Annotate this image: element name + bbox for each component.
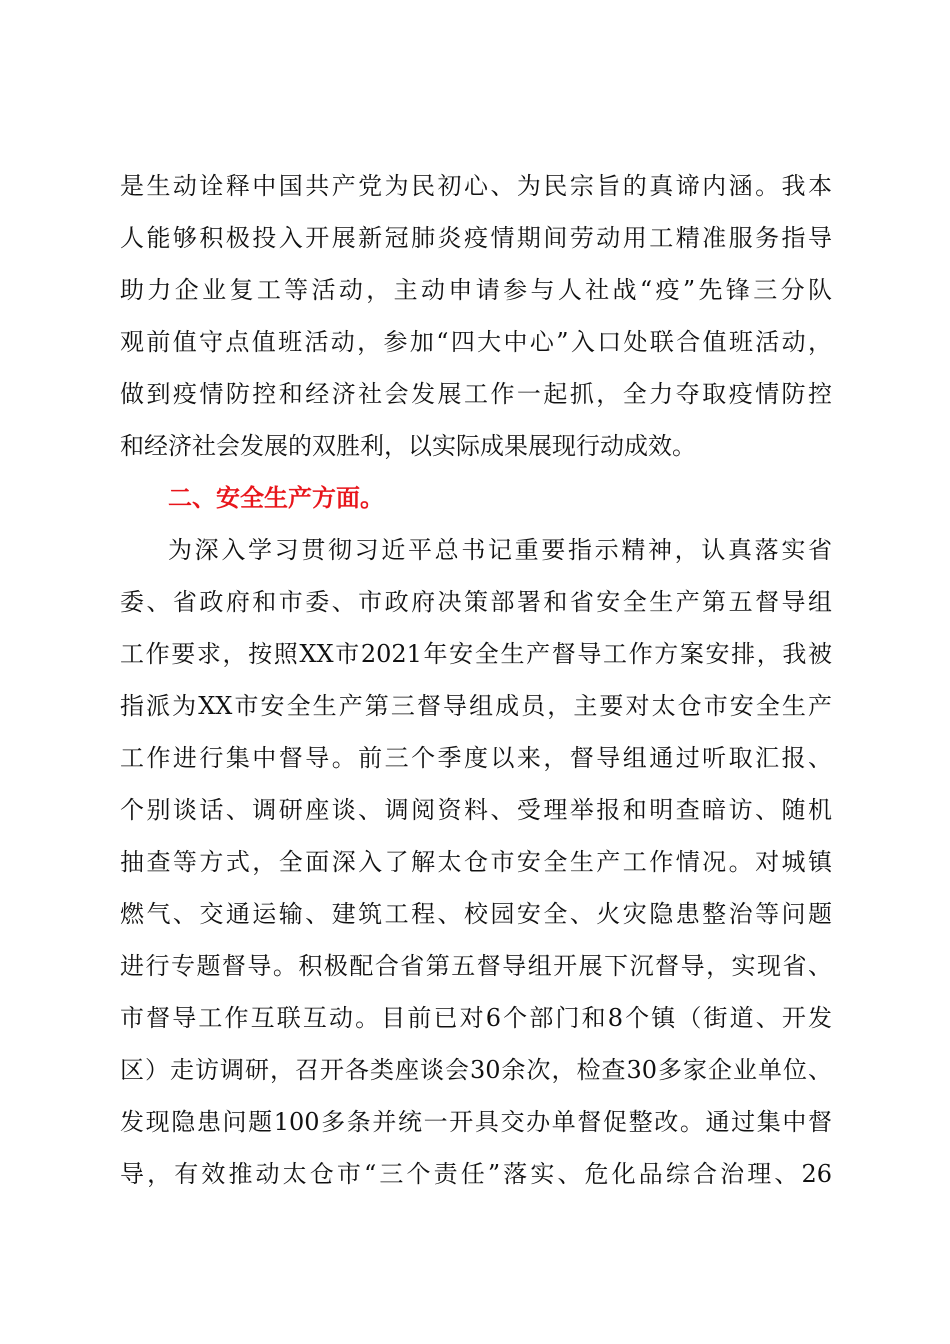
paragraph-line: 发现隐患问题100多条并统一开具交办单督促整改。通过集中督 — [120, 1108, 832, 1136]
paragraph-line: 导，有效推动太仓市“三个责任”落实、危化品综合治理、26 — [120, 1160, 832, 1188]
section-heading: 二、安全生产方面。 — [168, 484, 384, 512]
paragraph-line: 委、省政府和市委、市政府决策部署和省安全生产第五督导组 — [120, 588, 832, 616]
paragraph-line: 是生动诠释中国共产党为民初心、为民宗旨的真谛内涵。我本 — [120, 172, 832, 200]
paragraph-line: 燃气、交通运输、建筑工程、校园安全、火灾隐患整治等问题 — [120, 900, 832, 928]
paragraph-line: 做到疫情防控和经济社会发展工作一起抓，全力夺取疫情防控 — [120, 380, 832, 408]
paragraph-line: 助力企业复工等活动，主动申请参与人社战“疫”先锋三分队 — [120, 276, 832, 304]
paragraph-line: 个别谈话、调研座谈、调阅资料、受理举报和明查暗访、随机 — [120, 796, 832, 824]
paragraph-line: 观前值守点值班活动，参加“四大中心”入口处联合值班活动， — [120, 328, 832, 356]
document-body — [120, 160, 832, 1200]
paragraph-line: 人能够积极投入开展新冠肺炎疫情期间劳动用工精准服务指导 — [120, 224, 832, 252]
paragraph-line: 进行专题督导。积极配合省第五督导组开展下沉督导，实现省、 — [120, 952, 832, 980]
paragraph-line: 指派为XX市安全生产第三督导组成员，主要对太仓市安全生产 — [120, 692, 832, 720]
paragraph-line: 为深入学习贯彻习近平总书记重要指示精神，认真落实省 — [168, 536, 832, 564]
paragraph-line: 市督导工作互联互动。目前已对6个部门和8个镇（街道、开发 — [120, 1004, 832, 1032]
paragraph-line: 和经济社会发展的双胜利，以实际成果展现行动成效。 — [120, 432, 696, 460]
paragraph-line: 抽查等方式，全面深入了解太仓市安全生产工作情况。对城镇 — [120, 848, 832, 876]
paragraph-line: 工作要求，按照XX市2021年安全生产督导工作方案安排，我被 — [120, 640, 832, 668]
paragraph-line: 工作进行集中督导。前三个季度以来，督导组通过听取汇报、 — [120, 744, 832, 772]
paragraph-line: 区）走访调研，召开各类座谈会30余次，检查30多家企业单位、 — [120, 1056, 832, 1084]
